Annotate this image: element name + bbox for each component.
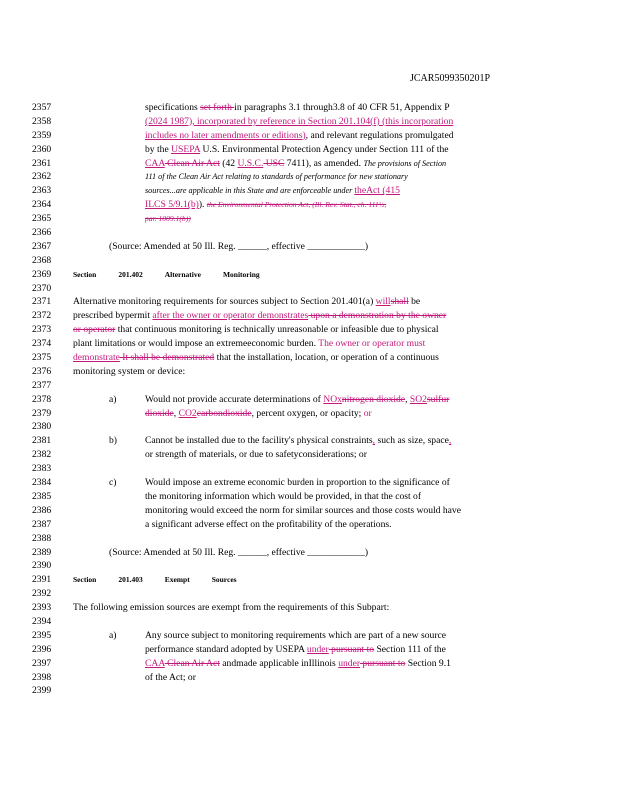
- line-number: 2372: [32, 310, 52, 322]
- line-number: 2381: [32, 435, 52, 447]
- text-line: by the USEPA U.S. Environmental Protection Agency under Section 111 of the: [145, 143, 449, 155]
- line-number: 2368: [32, 254, 52, 266]
- text-line: CAA Clean Air Act (42 U.S.C. USC 7411), as amended. The provisions of Section: [145, 157, 447, 169]
- line-number: 2357: [32, 102, 52, 113]
- line-number: 2376: [32, 365, 52, 377]
- list-item-a: a) Any source subject to monitoring requirements which are part of a new source: [109, 629, 447, 641]
- line-number: 2375: [32, 352, 52, 364]
- line-number: 2366: [32, 227, 52, 239]
- text-line: of the Act; or: [145, 671, 196, 683]
- text-line: par. 1009.1(b)): [145, 214, 191, 224]
- text-line: sources...are applicable in this State and are enforceable under theAct (415: [145, 185, 400, 197]
- line-number: 2396: [32, 643, 52, 655]
- line-number: 2367: [32, 240, 52, 252]
- list-item-a: a) Would not provide accurate determinations of NOxnitrogen dioxide, SO2sulfur: [109, 393, 450, 405]
- line-number: 2378: [32, 393, 52, 405]
- line-number: 2361: [32, 157, 52, 169]
- text-line: specifications set forth in paragraphs 3.1 through3.8 of 40 CFR 51, Appendix P: [145, 102, 450, 113]
- text-line: monitoring system or device:: [73, 365, 186, 377]
- blank-line: [73, 254, 543, 268]
- text-line: monitoring would exceed the norm for similar sources and those costs would have: [145, 504, 461, 516]
- line-number: 2388: [32, 532, 52, 544]
- line-number: 2387: [32, 518, 52, 530]
- document-id: JCAR5099350201P: [410, 73, 491, 84]
- line-number: 2390: [32, 560, 52, 572]
- text-line: prescribed bypermit after the owner or operator demonstrates upon a demonstration by the owner: [73, 310, 447, 322]
- list-item-b: b) Cannot be installed due to the facility's physical constraints, such as size, space,: [109, 435, 452, 447]
- line-number: 2384: [32, 477, 52, 489]
- blank-line: [73, 559, 543, 573]
- line-number: 2370: [32, 282, 52, 294]
- line-number: 2369: [32, 268, 52, 280]
- text-line: The following emission sources are exempt from the requirements of this Subpart:: [73, 602, 390, 614]
- line-number: 2379: [32, 407, 52, 419]
- text-line: a significant adverse effect on the profitability of the operations.: [145, 518, 392, 530]
- line-number: 2382: [32, 449, 52, 461]
- line-number: 2377: [32, 379, 52, 391]
- blank-line: [73, 684, 543, 698]
- line-number: 2374: [32, 338, 52, 350]
- line-number: 2373: [32, 324, 52, 336]
- line-number: 2362: [32, 171, 52, 183]
- line-number: 2394: [32, 615, 52, 627]
- text-line: (2024 1987), incorporated by reference in Section 201.104(f) (this incorporation: [145, 115, 454, 127]
- line-number: 2364: [32, 199, 52, 211]
- blank-line: [73, 587, 543, 601]
- text-line: performance standard adopted by USEPA under pursuant to Section 111 of the: [145, 643, 446, 655]
- line-number: 2358: [32, 115, 52, 127]
- document-body: [73, 101, 543, 698]
- line-number: 2389: [32, 546, 52, 558]
- line-number: 2363: [32, 185, 52, 197]
- blank-line: [73, 379, 543, 393]
- text-line: ILCS 5/9.1(b)). the Environmental Protection Act, (Ill. Rev. Stat., ch. 111½,: [145, 199, 387, 211]
- section-heading-201-402: Section 201.402 Alternative Monitoring: [73, 269, 260, 279]
- line-number: 2393: [32, 602, 52, 614]
- line-number: 2380: [32, 421, 52, 433]
- text-line: includes no later amendments or editions), and relevant regulations promulgated: [145, 129, 454, 141]
- line-number: 2371: [32, 296, 52, 308]
- blank-line: [73, 282, 543, 296]
- blank-line: [73, 420, 543, 434]
- source-note: (Source: Amended at 50 Ill. Reg. ______, effective ____________): [109, 240, 369, 252]
- list-item-c: c) Would impose an extreme economic burden in proportion to the significance of: [109, 477, 450, 489]
- text-line: or operator that continuous monitoring is technically unreasonable or infeasible due to physical: [73, 324, 439, 336]
- text-line: CAA Clean Air Act andmade applicable inIllinois under pursuant to Section 9.1: [145, 657, 451, 669]
- source-note: (Source: Amended at 50 Ill. Reg. ______, effective ____________): [109, 546, 369, 558]
- line-number: 2359: [32, 129, 52, 141]
- text-line: plant limitations or would impose an extremeeconomic burden. The owner or operator must: [73, 338, 426, 350]
- section-heading-201-403: Section 201.403 Exempt Sources: [73, 575, 237, 585]
- text-line: the monitoring information which would be provided, in that the cost of: [145, 490, 422, 502]
- line-number: 2365: [32, 213, 52, 225]
- text-line: 111 of the Clean Air Act relating to standards of performance for new stationary: [145, 172, 408, 182]
- blank-line: [73, 462, 543, 476]
- text-line: Alternative monitoring requirements for sources subject to Section 201.401(a) willshall be: [73, 296, 421, 308]
- line-number: 2385: [32, 490, 52, 502]
- line-number: 2386: [32, 504, 52, 516]
- line-number: 2391: [32, 574, 52, 586]
- blank-line: [73, 532, 543, 546]
- line-numbers: [32, 101, 62, 698]
- text-line: or strength of materials, or due to safetyconsiderations; or: [145, 449, 367, 461]
- blank-line: [73, 615, 543, 629]
- line-number: 2395: [32, 629, 52, 641]
- blank-line: [73, 226, 543, 240]
- text-line: demonstrate It shall be demonstrated that the installation, location, or operation of a continuous: [73, 352, 439, 364]
- line-number: 2398: [32, 671, 52, 683]
- line-number: 2399: [32, 685, 52, 697]
- line-number: 2397: [32, 657, 52, 669]
- line-number: 2392: [32, 588, 52, 600]
- text-line: dioxide, CO2carbondioxide, percent oxygen, or opacity; or: [145, 407, 372, 419]
- line-number: 2383: [32, 463, 52, 475]
- line-number: 2360: [32, 143, 52, 155]
